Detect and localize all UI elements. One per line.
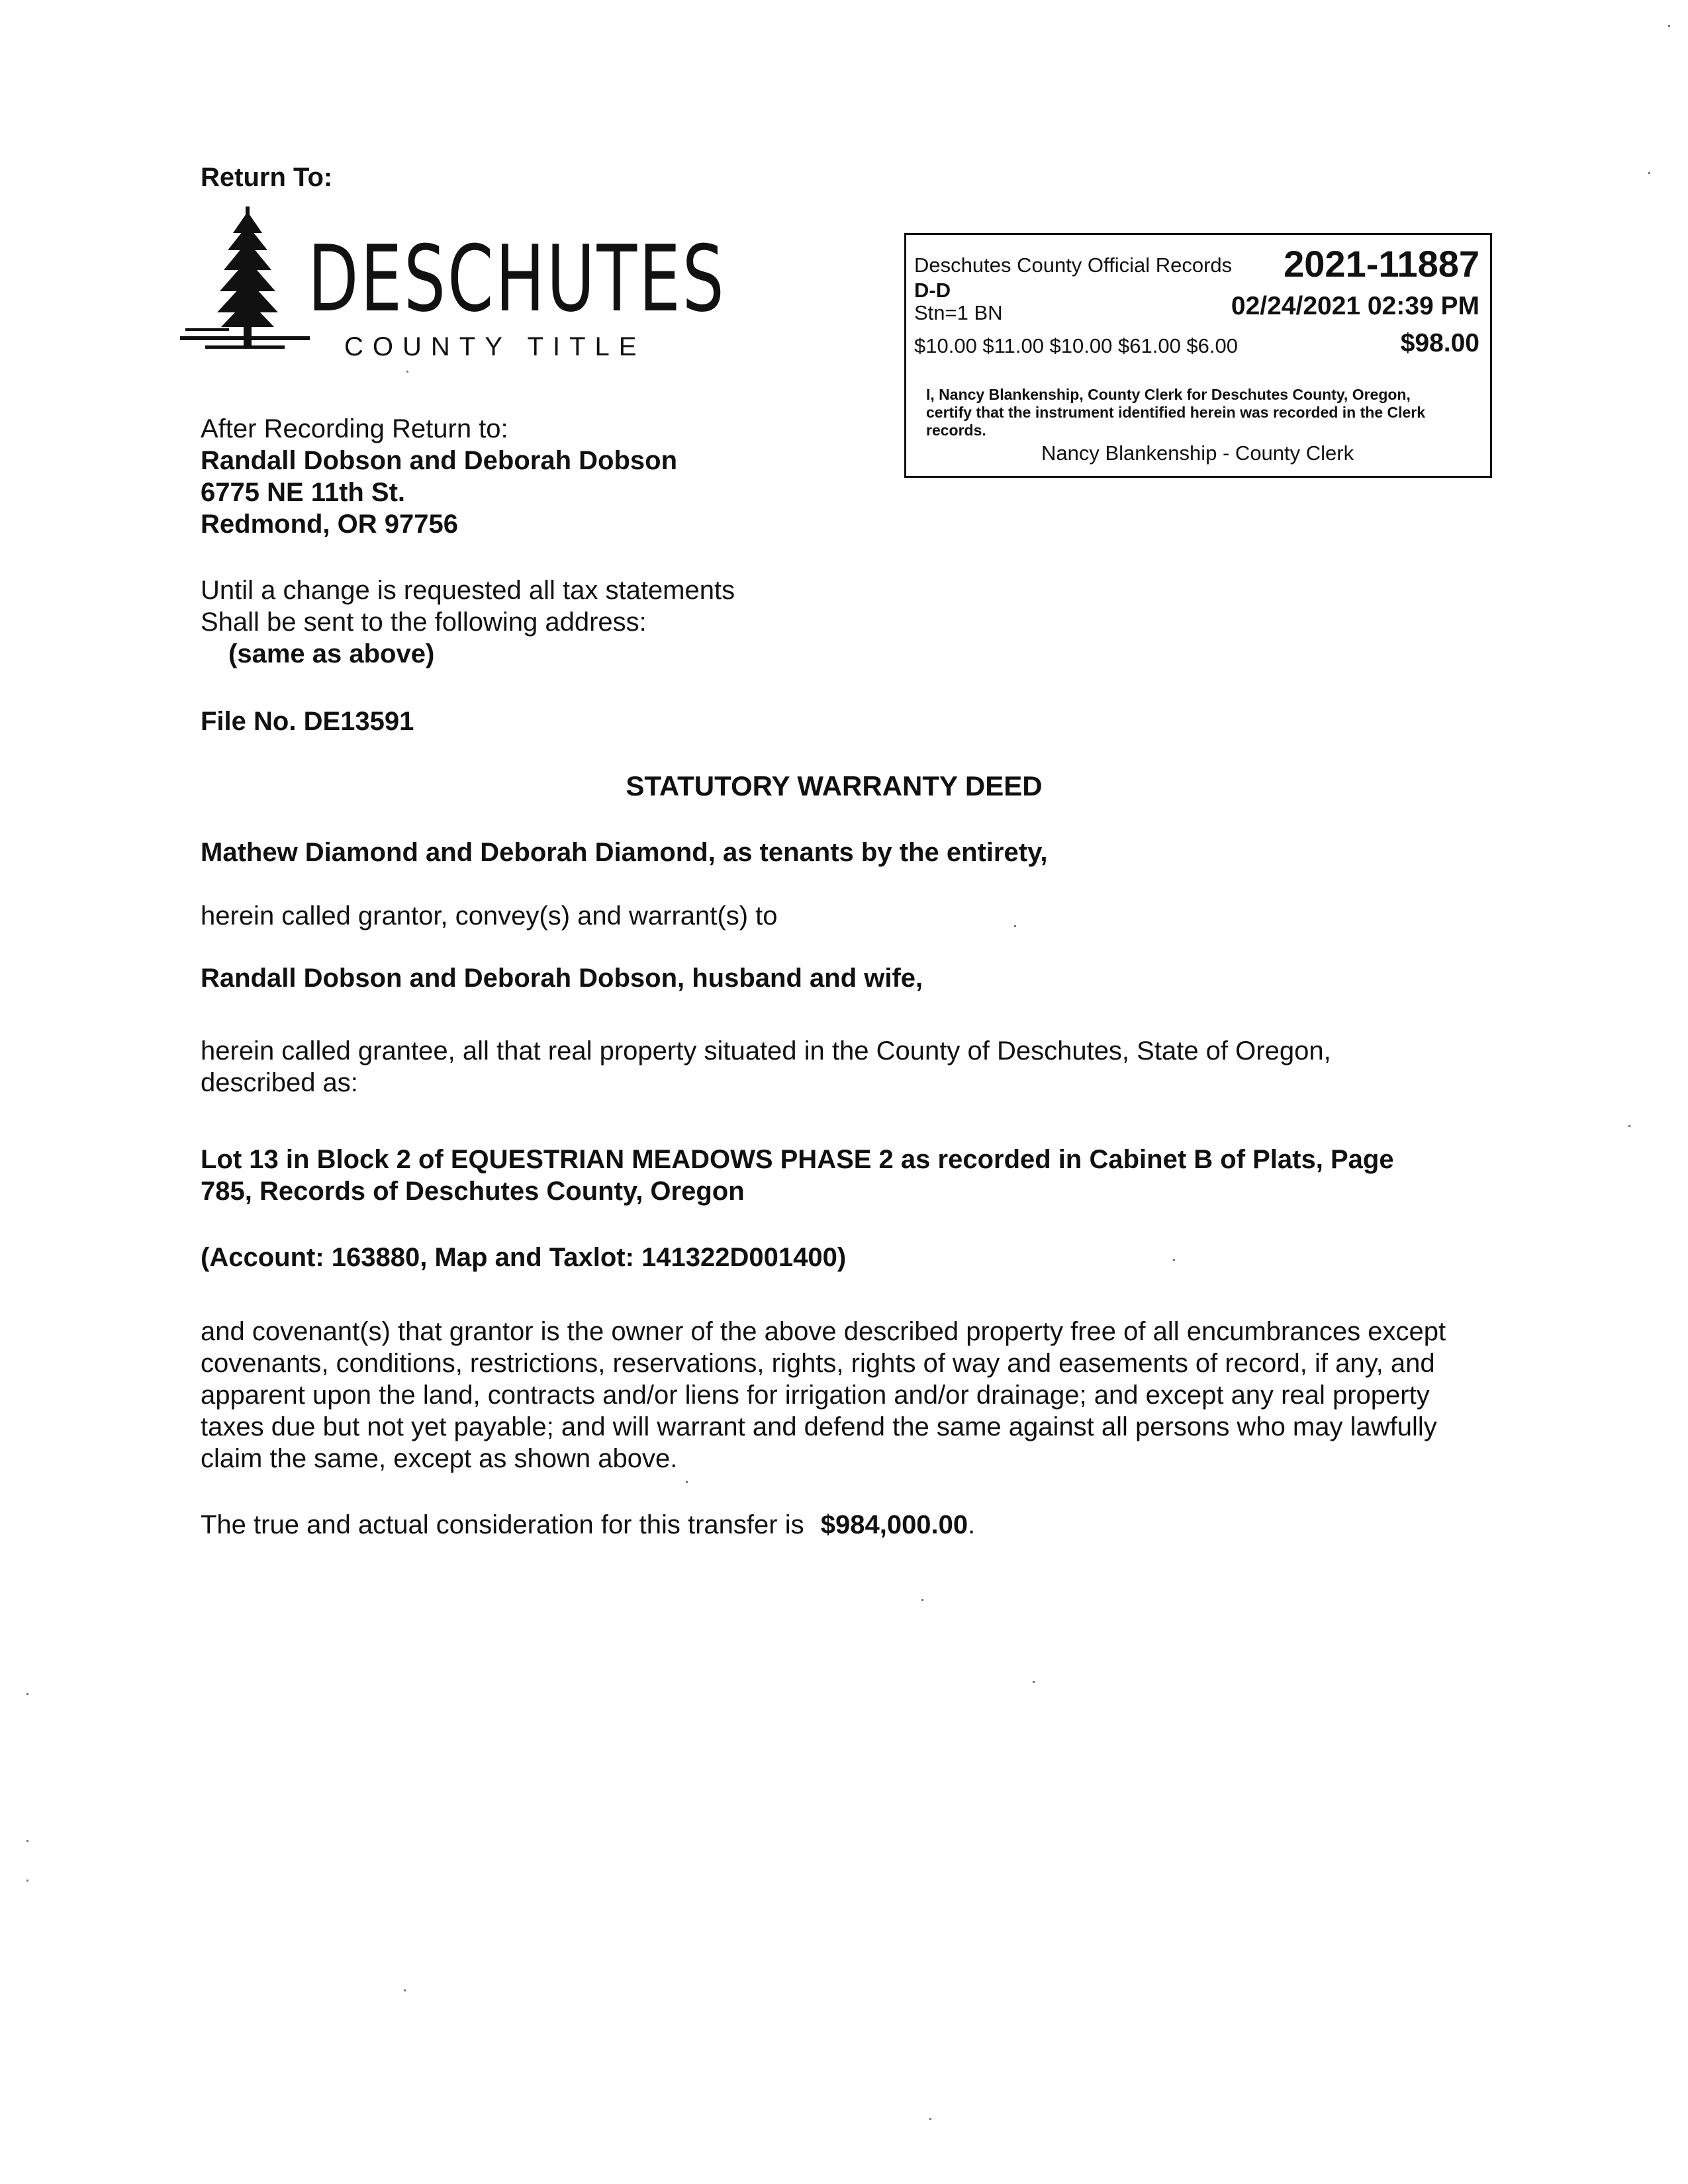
recording-fees: $10.00 $11.00 $10.00 $61.00 $6.00 [914, 334, 1238, 357]
logo-subtitle: COUNTY TITLE [344, 332, 646, 361]
scan-speck [1033, 1681, 1035, 1683]
grantee-clause-line-1: herein called grantee, all that real property situated in the County of Deschutes, State of Oregon, [201, 1036, 1331, 1066]
consideration-suffix: . [968, 1510, 976, 1539]
account-taxlot: (Account: 163880, Map and Taxlot: 141322D001400) [201, 1243, 847, 1272]
scan-speck [1628, 1125, 1630, 1127]
logo-wordmark: DESCHUTES [308, 226, 726, 332]
covenant-line-4: taxes due but not yet payable; and will warrant and defend the same against all persons who may lawfully [201, 1412, 1437, 1441]
covenant-line-1: and covenant(s) that grantor is the owner of the above described property free of all encumbrances except [201, 1317, 1446, 1346]
station-code: Stn=1 BN [914, 301, 1003, 324]
document-title: STATUTORY WARRANTY DEED [626, 770, 1043, 801]
deschutes-county-title-logo [179, 206, 726, 372]
scan-speck [404, 1989, 406, 1991]
county-clerk: Nancy Blankenship - County Clerk [1041, 441, 1354, 465]
consideration-amount: $984,000.00 [820, 1510, 968, 1539]
document-type: D-D [914, 279, 951, 302]
grantor-clause: herein called grantor, convey(s) and warrant(s) to [201, 901, 778, 931]
tax-statement-line-1: Until a change is requested all tax statements [201, 576, 735, 605]
return-city: Redmond, OR 97756 [201, 510, 459, 539]
legal-description-line-1: Lot 13 in Block 2 of EQUESTRIAN MEADOWS PHASE 2 as recorded in Cabinet B of Plats, Page [201, 1145, 1394, 1174]
pine-tree-icon [179, 206, 311, 359]
certification-line-2: certify that the instrument identified herein was recorded in the Clerk [926, 404, 1426, 421]
recording-total: $98.00 [1400, 329, 1479, 357]
scan-speck [26, 1880, 28, 1882]
covenant-line-5: claim the same, except as shown above. [201, 1444, 678, 1473]
recording-stamp [904, 233, 1492, 478]
return-to-label: Return To: [201, 163, 333, 192]
consideration-text: The true and actual consideration for this transfer is [201, 1510, 804, 1539]
covenant-line-3: apparent upon the land, contracts and/or liens for irrigation and/or drainage; and except any real property [201, 1381, 1430, 1410]
certification-line-3: records. [926, 422, 986, 439]
grantor: Mathew Diamond and Deborah Diamond, as tenants by the entirety, [201, 838, 1048, 867]
file-number: File No. DE13591 [201, 707, 414, 736]
scan-speck [929, 2118, 931, 2120]
scan-speck [686, 1481, 688, 1483]
scan-speck [26, 1693, 28, 1695]
scan-speck [921, 1599, 923, 1601]
recording-datetime: 02/24/2021 02:39 PM [1231, 292, 1479, 320]
return-name: Randall Dobson and Deborah Dobson [201, 446, 678, 475]
scan-speck [406, 371, 408, 373]
certification-line-1: I, Nancy Blankenship, County Clerk for Deschutes County, Oregon, [926, 386, 1411, 403]
records-office: Deschutes County Official Records [914, 253, 1233, 277]
return-street: 6775 NE 11th St. [201, 478, 406, 507]
document-number: 2021-11887 [1284, 243, 1479, 285]
scan-speck [1648, 172, 1650, 174]
covenant-line-2: covenants, conditions, restrictions, reservations, rights, rights of way and easements of record, if any, and [201, 1349, 1435, 1378]
scan-speck [1668, 25, 1670, 27]
scan-speck [1014, 925, 1016, 927]
after-recording-label: After Recording Return to: [201, 414, 508, 443]
tax-statement-line-3: (same as above) [228, 639, 435, 668]
grantee-clause-line-2: described as: [201, 1068, 358, 1097]
consideration [201, 1509, 975, 1541]
scan-speck [26, 1840, 28, 1842]
legal-description-line-2: 785, Records of Deschutes County, Oregon [201, 1177, 745, 1206]
tax-statement-line-2: Shall be sent to the following address: [201, 608, 647, 637]
grantee: Randall Dobson and Deborah Dobson, husband and wife, [201, 964, 923, 993]
scan-speck [1173, 1259, 1175, 1261]
